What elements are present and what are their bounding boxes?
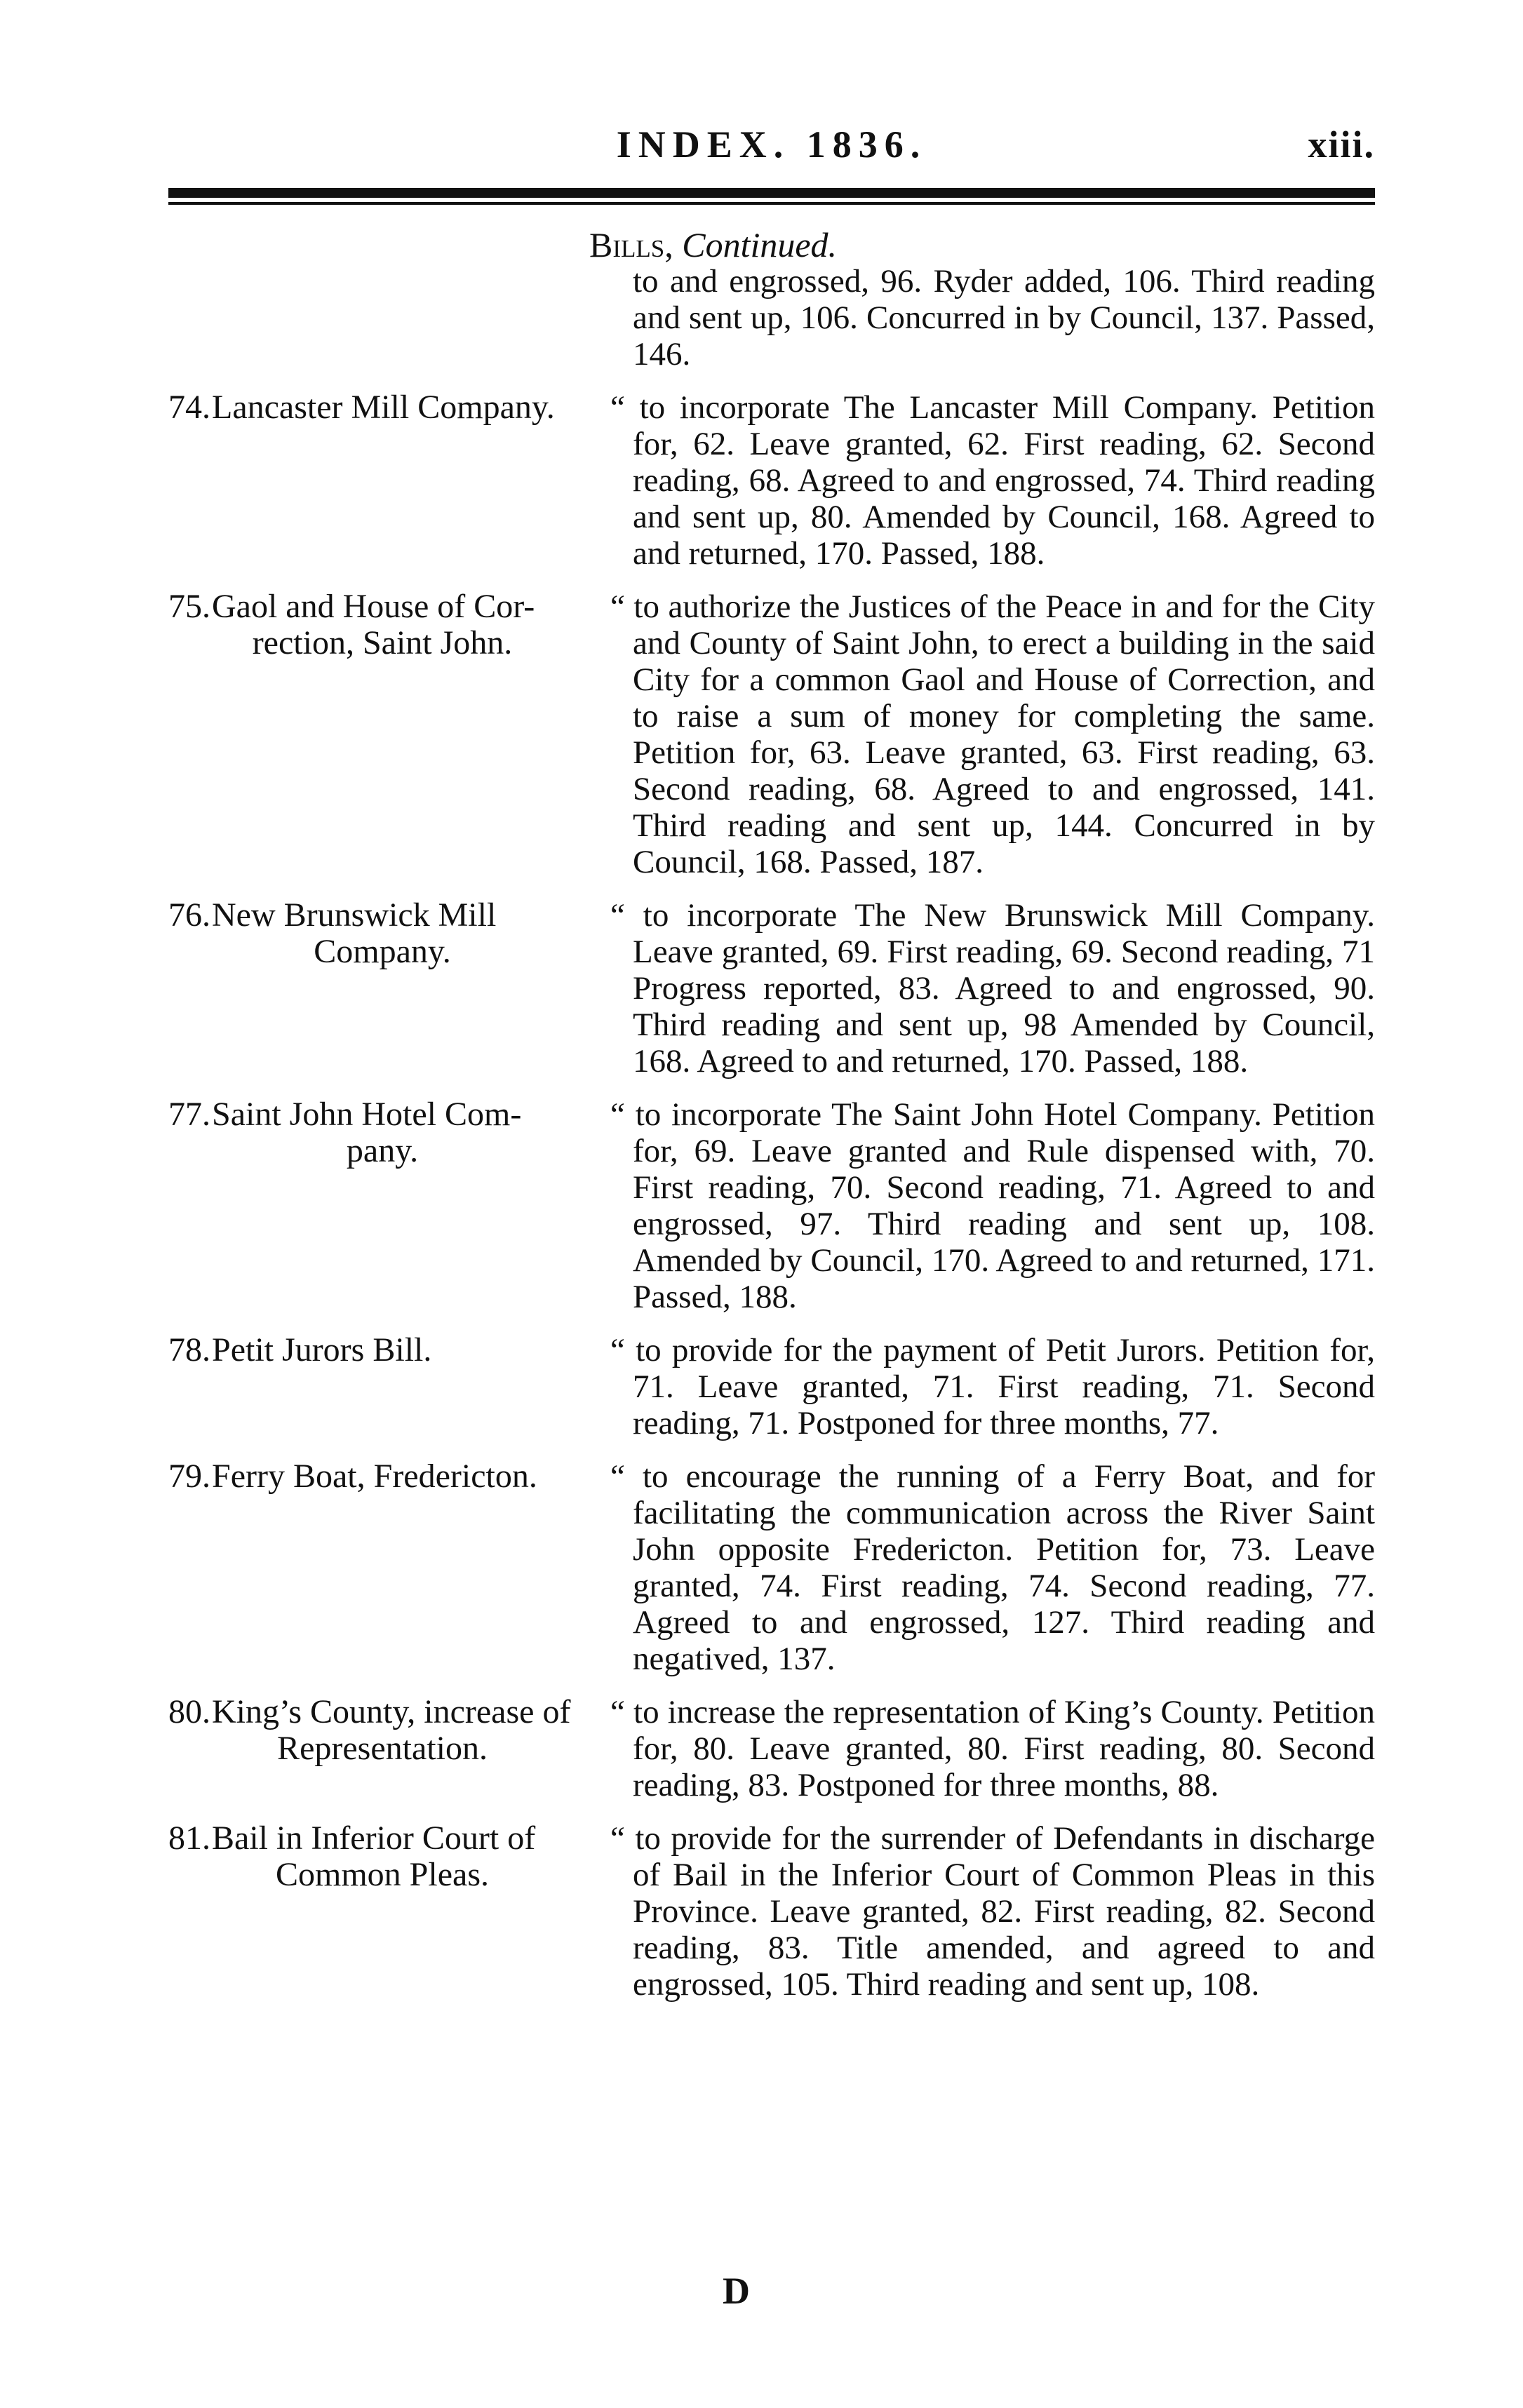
index-entry [168,1694,1375,1803]
entry-title [168,1694,610,1767]
index-entries [168,263,1375,2019]
entry-text: “ to authorize the Justices of the Peace in and for the City and County of Saint John, to erect a building in the said City for a common Gaol and House of Correction, and to raise a sum of money for completing the same. Petition for, 63. Leave granted, 63. First reading, 63. Second reading, 68. Agreed to and engrossed, 141. Third reading and sent up, 144. Concurred in by Council, 168. Passed, 187. [610,588,1375,880]
running-header [168,123,1375,179]
entry-title [168,389,610,426]
header-rule-thick [168,188,1375,198]
entry-title [168,1458,610,1495]
index-entry [168,1820,1375,2003]
section-heading-label: Bills, [589,225,673,264]
entry-title-line2: Representation. [277,1730,488,1767]
entry-title-line1: Saint John Hotel Com- [212,1096,522,1133]
entry-title-line1: Ferry Boat, Fredericton. [212,1458,537,1495]
continuation-text: to and engrossed, 96. Ryder added, 106. Third reading and sent up, 106. Concurred in by Council, 137. Passed, 146. [633,263,1375,372]
entry-number: 74. [168,389,210,426]
entry-left-empty [168,263,610,372]
entry-title-line1: Petit Jurors Bill. [212,1331,432,1368]
continuation-entry [168,263,1375,372]
entry-text: “ to provide for the surrender of Defendants in discharge of Bail in the Inferior Court of Common Pleas in this Province. Leave granted, 82. First reading, 82. Second reading, 83. Title amended, and agreed to and engrossed, 105. Third reading and sent up, 108. [610,1820,1375,2003]
entry-title-line1: Gaol and House of Cor- [212,588,535,625]
entry-title-line2: pany. [346,1132,419,1169]
index-entry [168,588,1375,880]
entry-text: “ to encourage the running of a Ferry Boat, and for facilitating the communication across the River Saint John opposite Fredericton. Petition for, 73. Leave granted, 74. First reading, 74. Second reading, 77. Agreed to and engrossed, 127. Third reading and negatived, 137. [610,1458,1375,1677]
entry-number: 79. [168,1458,210,1495]
entry-title-line2: Company. [314,933,451,970]
index-entry [168,897,1375,1079]
entry-title [168,1820,610,1893]
entry-text: “ to incorporate The Saint John Hotel Company. Petition for, 69. Leave granted and Rule dispensed with, 70. First reading, 70. Second reading, 71. Agreed to and engrossed, 97. Third reading and sent up, 108. Amended by Council, 170. Agreed to and returned, 171. Passed, 188. [610,1096,1375,1315]
page-number: xiii. [1308,123,1375,166]
entry-title-line1: Lancaster Mill Company. [212,389,555,426]
entry-text: “ to incorporate The Lancaster Mill Company. Petition for, 62. Leave granted, 62. First reading, 62. Second reading, 68. Agreed to and engrossed, 74. Third reading and sent up, 80. Amended by Council, 168. Agreed to and returned, 170. Passed, 188. [610,389,1375,572]
entry-title-line1: Bail in Inferior Court of [212,1820,536,1857]
header-title: INDEX. 1836. [616,123,927,166]
entry-number: 78. [168,1331,210,1368]
entry-title [168,1332,610,1368]
entry-title-line2: Common Pleas. [275,1856,489,1893]
entry-number: 77. [168,1096,210,1133]
entry-title [168,1096,610,1169]
entry-title [168,897,610,970]
entry-number: 76. [168,896,210,934]
entry-number: 81. [168,1820,210,1857]
entry-number: 75. [168,588,210,625]
entry-text: “ to provide for the payment of Petit Jurors. Petition for, 71. Leave granted, 71. First reading, 71. Second reading, 71. Postponed for three months, 77. [610,1332,1375,1441]
index-entry [168,1332,1375,1441]
index-entry [168,1096,1375,1315]
index-entry [168,389,1375,572]
entry-text: “ to increase the representation of King’s County. Petition for, 80. Leave granted, 80. First reading, 80. Second reading, 83. Postponed for three months, 88. [610,1694,1375,1803]
entry-title-line2: rection, Saint John. [252,624,513,661]
section-heading [589,224,837,265]
entry-text: “ to incorporate The New Brunswick Mill Company. Leave granted, 69. First reading, 69. Second reading, 71 Progress reported, 83. Agreed to and engrossed, 90. Third reading and sent up, 98 Amended by Council, 168. Agreed to and returned, 170. Passed, 188. [610,897,1375,1079]
entry-title-line1: New Brunswick Mill [212,896,497,934]
index-entry [168,1458,1375,1677]
header-rule-thin [168,202,1375,205]
section-heading-continued: Continued. [682,225,838,264]
entry-title [168,588,610,661]
entry-title-line1: King’s County, increase of [212,1693,571,1730]
signature-mark: D [723,2270,750,2312]
entry-number: 80. [168,1693,210,1730]
